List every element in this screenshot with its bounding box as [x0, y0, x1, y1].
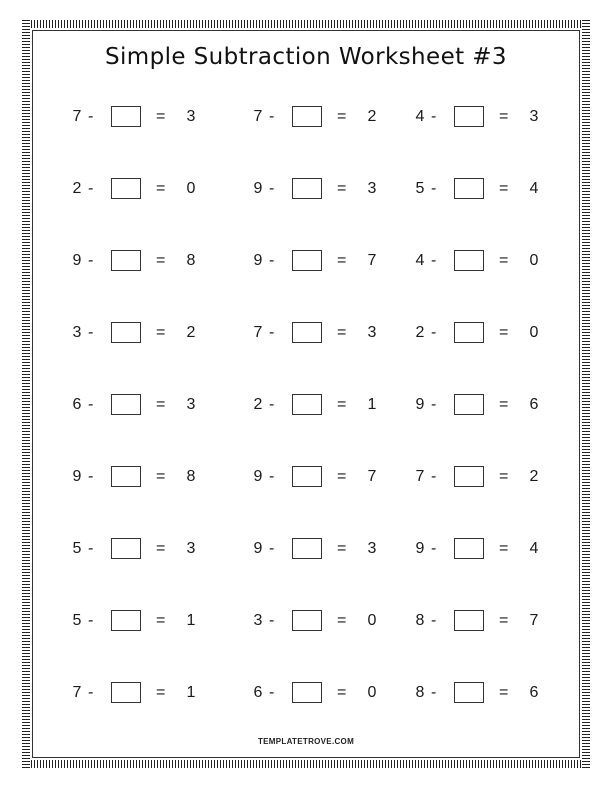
- equals-sign: =: [499, 612, 509, 629]
- equals-sign: =: [156, 684, 166, 701]
- minus-sign: -: [431, 108, 437, 125]
- equals-sign: =: [156, 468, 166, 485]
- result-value: 3: [186, 108, 196, 125]
- minus-sign: -: [269, 396, 275, 413]
- equals-sign: =: [499, 396, 509, 413]
- site-credit: TEMPLATETROVE.COM: [257, 737, 355, 746]
- result-value: 0: [367, 684, 377, 701]
- result-value: 7: [367, 468, 377, 485]
- equals-sign: =: [337, 252, 347, 269]
- minuend: 9: [253, 540, 263, 557]
- answer-box[interactable]: [292, 682, 322, 703]
- answer-box[interactable]: [454, 466, 484, 487]
- problem-row: [0, 320, 612, 392]
- result-value: 6: [529, 396, 539, 413]
- minus-sign: -: [269, 540, 275, 557]
- answer-box[interactable]: [454, 178, 484, 199]
- minus-sign: -: [88, 108, 94, 125]
- answer-box[interactable]: [292, 610, 322, 631]
- result-value: 4: [529, 180, 539, 197]
- problem-row: [0, 464, 612, 536]
- equals-sign: =: [337, 612, 347, 629]
- answer-box[interactable]: [111, 178, 141, 199]
- equals-sign: =: [337, 324, 347, 341]
- answer-box[interactable]: [111, 322, 141, 343]
- equals-sign: =: [337, 108, 347, 125]
- result-value: 0: [367, 612, 377, 629]
- result-value: 1: [186, 684, 196, 701]
- minuend: 9: [253, 468, 263, 485]
- answer-box[interactable]: [111, 466, 141, 487]
- minuend: 3: [253, 612, 263, 629]
- problem-row: [0, 608, 612, 680]
- equals-sign: =: [499, 540, 509, 557]
- minus-sign: -: [431, 540, 437, 557]
- minuend: 7: [253, 324, 263, 341]
- minuend: 2: [253, 396, 263, 413]
- equals-sign: =: [337, 540, 347, 557]
- minuend: 5: [72, 612, 82, 629]
- answer-box[interactable]: [292, 106, 322, 127]
- minus-sign: -: [269, 468, 275, 485]
- equals-sign: =: [499, 180, 509, 197]
- answer-box[interactable]: [454, 322, 484, 343]
- answer-box[interactable]: [292, 250, 322, 271]
- problem-row: [0, 248, 612, 320]
- answer-box[interactable]: [292, 322, 322, 343]
- answer-box[interactable]: [454, 538, 484, 559]
- equals-sign: =: [156, 324, 166, 341]
- result-value: 2: [186, 324, 196, 341]
- minus-sign: -: [88, 468, 94, 485]
- equals-sign: =: [499, 108, 509, 125]
- minus-sign: -: [431, 468, 437, 485]
- result-value: 7: [529, 612, 539, 629]
- answer-box[interactable]: [111, 682, 141, 703]
- minuend: 8: [415, 684, 425, 701]
- answer-box[interactable]: [292, 466, 322, 487]
- minuend: 5: [415, 180, 425, 197]
- equals-sign: =: [499, 684, 509, 701]
- border-top-hatch: [22, 20, 590, 28]
- problem-row: [0, 392, 612, 464]
- problem-row: [0, 536, 612, 608]
- problem-grid: [0, 104, 612, 752]
- minus-sign: -: [269, 252, 275, 269]
- minuend: 9: [253, 252, 263, 269]
- answer-box[interactable]: [111, 250, 141, 271]
- minus-sign: -: [431, 180, 437, 197]
- result-value: 4: [529, 540, 539, 557]
- answer-box[interactable]: [454, 394, 484, 415]
- minuend: 9: [72, 468, 82, 485]
- minus-sign: -: [269, 108, 275, 125]
- minuend: 3: [72, 324, 82, 341]
- result-value: 3: [186, 540, 196, 557]
- result-value: 3: [186, 396, 196, 413]
- answer-box[interactable]: [292, 178, 322, 199]
- result-value: 3: [367, 540, 377, 557]
- equals-sign: =: [337, 684, 347, 701]
- minuend: 9: [415, 396, 425, 413]
- minuend: 8: [415, 612, 425, 629]
- equals-sign: =: [499, 324, 509, 341]
- worksheet-title: Simple Subtraction Worksheet #3: [105, 44, 507, 70]
- minus-sign: -: [431, 252, 437, 269]
- minus-sign: -: [269, 684, 275, 701]
- minus-sign: -: [431, 612, 437, 629]
- minus-sign: -: [431, 396, 437, 413]
- minuend: 2: [72, 180, 82, 197]
- result-value: 0: [529, 252, 539, 269]
- minus-sign: -: [431, 324, 437, 341]
- minus-sign: -: [88, 612, 94, 629]
- minuend: 7: [415, 468, 425, 485]
- result-value: 1: [367, 396, 377, 413]
- minuend: 7: [72, 684, 82, 701]
- equals-sign: =: [156, 108, 166, 125]
- result-value: 2: [367, 108, 377, 125]
- answer-box[interactable]: [111, 538, 141, 559]
- result-value: 6: [529, 684, 539, 701]
- answer-box[interactable]: [454, 106, 484, 127]
- result-value: 2: [529, 468, 539, 485]
- answer-box[interactable]: [454, 250, 484, 271]
- border-bottom-hatch: [22, 760, 590, 768]
- equals-sign: =: [156, 396, 166, 413]
- equals-sign: =: [337, 468, 347, 485]
- answer-box[interactable]: [292, 538, 322, 559]
- result-value: 7: [367, 252, 377, 269]
- minus-sign: -: [88, 396, 94, 413]
- minuend: 9: [72, 252, 82, 269]
- result-value: 1: [186, 612, 196, 629]
- equals-sign: =: [156, 252, 166, 269]
- minus-sign: -: [88, 180, 94, 197]
- minuend: 6: [253, 684, 263, 701]
- answer-box[interactable]: [111, 106, 141, 127]
- equals-sign: =: [337, 180, 347, 197]
- minuend: 4: [415, 252, 425, 269]
- minuend: 9: [253, 180, 263, 197]
- minus-sign: -: [269, 180, 275, 197]
- answer-box[interactable]: [111, 394, 141, 415]
- minus-sign: -: [88, 540, 94, 557]
- equals-sign: =: [499, 468, 509, 485]
- minuend: 9: [415, 540, 425, 557]
- minus-sign: -: [88, 252, 94, 269]
- minus-sign: -: [269, 324, 275, 341]
- minus-sign: -: [88, 684, 94, 701]
- minus-sign: -: [269, 612, 275, 629]
- minus-sign: -: [431, 684, 437, 701]
- result-value: 0: [529, 324, 539, 341]
- minuend: 4: [415, 108, 425, 125]
- equals-sign: =: [156, 612, 166, 629]
- result-value: 8: [186, 468, 196, 485]
- equals-sign: =: [156, 540, 166, 557]
- minuend: 7: [72, 108, 82, 125]
- answer-box[interactable]: [454, 610, 484, 631]
- problem-row: [0, 104, 612, 176]
- result-value: 0: [186, 180, 196, 197]
- minuend: 6: [72, 396, 82, 413]
- minuend: 7: [253, 108, 263, 125]
- minuend: 2: [415, 324, 425, 341]
- answer-box[interactable]: [454, 682, 484, 703]
- answer-box[interactable]: [292, 394, 322, 415]
- result-value: 3: [367, 324, 377, 341]
- result-value: 8: [186, 252, 196, 269]
- minuend: 5: [72, 540, 82, 557]
- result-value: 3: [367, 180, 377, 197]
- answer-box[interactable]: [111, 610, 141, 631]
- result-value: 3: [529, 108, 539, 125]
- equals-sign: =: [156, 180, 166, 197]
- equals-sign: =: [499, 252, 509, 269]
- problem-row: [0, 176, 612, 248]
- minus-sign: -: [88, 324, 94, 341]
- equals-sign: =: [337, 396, 347, 413]
